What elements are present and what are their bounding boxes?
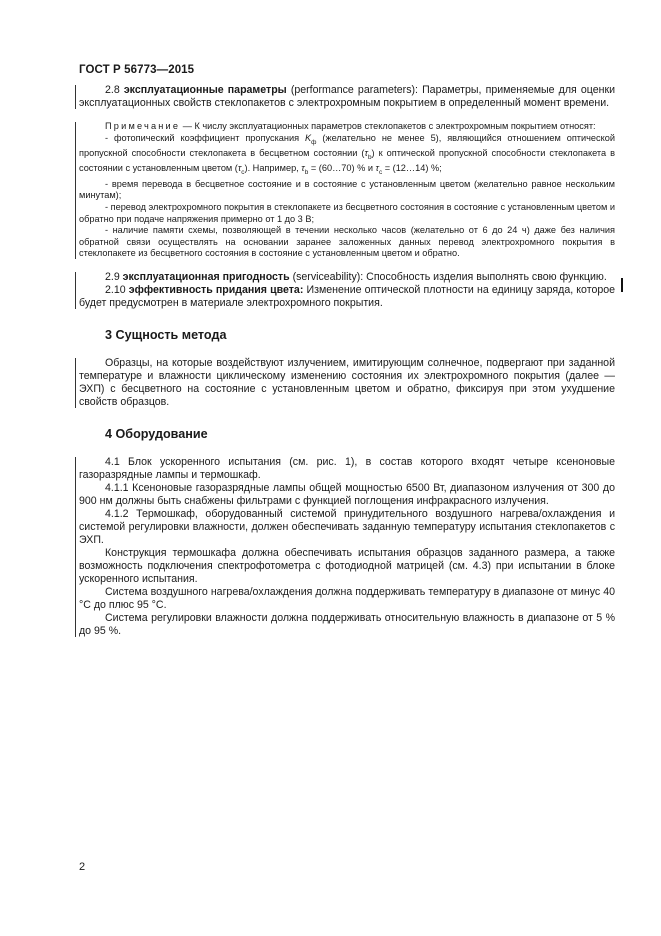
clause-4-1-2-design: Конструкция термошкафа должна обеспечивать испытания образцов заданного размера, а также возможность подключения спектрофотометра с фотодиодной матрицей (см. 4.3) при испытании в блоке ускоренного испытания. — [79, 547, 615, 586]
clause-2-8 — [79, 84, 615, 110]
note-intro: Примечание — К числу эксплуатационных параметров стеклопакетов с электрохромным покрытием относят: — [105, 121, 596, 131]
clause-2-9-2-10 — [79, 271, 615, 310]
section-3-title: 3 Сущность метода — [105, 328, 227, 343]
note-item-1: - фотопический коэффициент пропускания $K_ф$ (желательно не менее 5), являющийся отношением оптической пропускной способности стеклопакета в бесцветном состоянии $(\tau_b)$ к оптической пропускной способности стеклопакета в состоянии с установленным цветом $(\tau_c)$. Например, $\tau_b$ = (60…70) % и $\tau_c$ = (12…14) %; — [79, 132, 615, 177]
clause-2-10-term: эффективность придания цвета: — [128, 284, 304, 297]
clause-4-1-2-humidity: Система регулировки влажности должна поддерживать относительную влажность в диапазоне от 5 % до 95 %. — [79, 612, 615, 638]
section-4-title: 4 Оборудование — [105, 427, 208, 442]
section-3-paragraph: Образцы, на которые воздействуют излучением, имитирующим солнечное, подвергают при заданной температуре и влажности циклическому изменению состояния их электрохромного покрытия (далее — ЭХП) с бесцветного на состояние с установленным цветом и обратно, фиксируя при этом ухудшение свойств образцов. — [79, 357, 615, 409]
clause-2-10-text: 2.10 эффективность придания цвета: Изменение оптической плотности на единицу заряда, которое будет предусмотрен в материале электрохромного покрытия. — [79, 284, 616, 310]
clause-2-9-text: 2.9 эксплуатационная пригодность (serviceability): Способность изделия выполнять свою функцию. — [105, 271, 607, 284]
note-item-2: - время перевода в бесцветное состояние и в состояние с установленным цветом (желательно равное нескольким минутам); — [79, 178, 615, 201]
note-block — [79, 121, 615, 260]
clause-4-1: 4.1 Блок ускоренного испытания (см. рис. 1), в состав которого входят четыре ксеноновые газоразрядные лампы и термошкаф. — [79, 456, 615, 482]
clause-4-1-2-heating: Система воздушного нагрева/охлаждения должна поддерживать температуру в диапазоне от минус 40 °С до плюс 95 °С. — [79, 586, 615, 612]
document-header: ГОСТ Р 56773—2015 — [79, 64, 195, 76]
note-item-3: - перевод электрохромного покрытия в стеклопакете из бесцветного состояния в состояние с установленным цветом и обратно при подаче напряжения примерно от 1 до 3 В; — [79, 202, 615, 224]
clause-2-9-term: эксплуатационная пригодность — [122, 271, 290, 284]
page-content — [79, 84, 615, 638]
page-number: 2 — [79, 861, 86, 873]
clause-2-8-term: эксплуатационные параметры — [123, 84, 287, 96]
revision-mark — [621, 278, 623, 292]
note-item-4: - наличие памяти схемы, позволяющей в течении несколько часов (желательно от 6 до 24 ч) даже без наличия обратной связи осуществлять на основании заранее заложенных данных перевод электрохромного покрытия в стеклопакете из бесцветного состояния в состояние с установленным цветом и обратно. — [79, 225, 615, 259]
clause-2-8-text: 2.8 эксплуатационные параметры (performance parameters): Параметры, применяемые для оценки эксплуатационных свойств стеклопакетов с электрохромным покрытием в определенный момент времени. — [79, 84, 615, 109]
section-4-body — [79, 456, 615, 638]
clause-4-1-1: 4.1.1 Ксеноновые газоразрядные лампы общей мощностью 6500 Вт, диапазоном излучения от 300 до 900 нм должны быть снабжены фильтрами с функцией поглощения инфракрасного излучения. — [79, 482, 615, 508]
note-label: Примечание — [105, 121, 181, 131]
clause-4-1-2: 4.1.2 Термошкаф, оборудованный системой принудительного воздушного нагрева/охлаждения и системой регулировки влажности, должен обеспечивать заданную температуру испытания стеклопакетов с ЭХП. — [79, 508, 615, 547]
section-3-body — [79, 357, 615, 409]
